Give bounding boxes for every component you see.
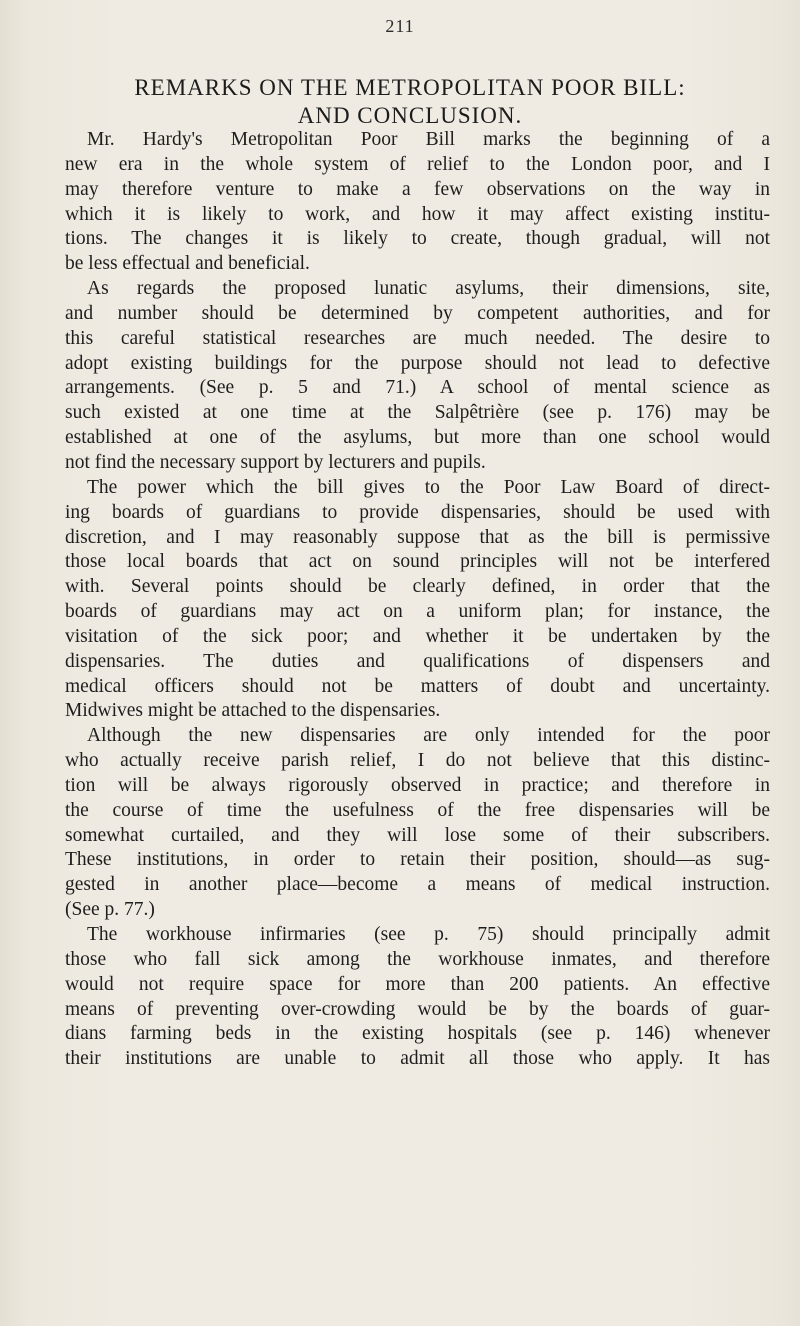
text-line: arrangements. (See p. 5 and 71.) A school of mental science as [65, 377, 770, 399]
text-line: Although the new dispensaries are only intended for the poor [87, 725, 770, 747]
text-line: which it is likely to work, and how it may affect existing institu- [65, 203, 770, 225]
text-line: boards of guardians may act on a uniform plan; for instance, the [65, 601, 770, 623]
text-line: Midwives might be attached to the dispensaries. [65, 700, 441, 722]
text-line: discretion, and I may reasonably suppose that as the bill is permissive [65, 526, 770, 548]
text-line: the course of time the usefulness of the free dispensaries will be [65, 799, 770, 821]
text-line: established at one of the asylums, but more than one school would [65, 427, 770, 449]
text-line: ing boards of guardians to provide dispensaries, should be used with [65, 501, 770, 523]
text-line: adopt existing buildings for the purpose should not lead to defective [65, 352, 770, 374]
text-line: this careful statistical researches are much needed. The desire to [65, 327, 770, 349]
text-line: those who fall sick among the workhouse inmates, and therefore [65, 948, 770, 970]
text-line: means of preventing over-crowding would be by the boards of guar- [65, 998, 770, 1020]
text-line: Mr. Hardy's Metropolitan Poor Bill marks the beginning of a [87, 129, 770, 150]
text-line: These institutions, in order to retain their position, should—as sug- [65, 849, 770, 871]
text-line: somewhat curtailed, and they will lose some of their subscribers. [65, 824, 770, 846]
text-line: their institutions are unable to admit all those who apply. It has [65, 1048, 770, 1070]
chapter-heading [60, 74, 760, 130]
text-line: As regards the proposed lunatic asylums, their dimensions, site, [87, 278, 770, 300]
text-line: with. Several points should be clearly defined, in order that the [65, 576, 770, 598]
text-line: medical officers should not be matters of doubt and uncertainty. [65, 675, 770, 697]
text-line: who actually receive parish relief, I do not believe that this distinc- [65, 750, 770, 772]
text-line: would not require space for more than 200 patients. An effective [65, 973, 770, 995]
chapter-heading-line-1: REMARKS ON THE METROPOLITAN POOR BILL: [134, 75, 686, 100]
text-line: be less effectual and beneficial. [65, 253, 310, 275]
text-line: those local boards that act on sound principles will not be interfered [65, 551, 770, 573]
text-line: The workhouse infirmaries (see p. 75) should principally admit [87, 924, 770, 945]
page-number: 211 [385, 16, 415, 36]
body-text [65, 128, 770, 1072]
text-line: (See p. 77.) [65, 899, 155, 921]
text-line: such existed at one time at the Salpêtrière (see p. 176) may be [65, 402, 770, 424]
text-line: may therefore venture to make a few observations on the way in [65, 178, 770, 200]
text-line: gested in another place—become a means of medical instruction. [65, 874, 770, 896]
text-line: visitation of the sick poor; and whether it be undertaken by the [65, 625, 770, 647]
text-line: dispensaries. The duties and qualifications of dispensers and [65, 650, 770, 672]
text-line: dians farming beds in the existing hospitals (see p. 146) whenever [65, 1023, 770, 1045]
text-line: tions. The changes it is likely to create, though gradual, will not [65, 228, 770, 250]
text-line: The power which the bill gives to the Poor Law Board of direct- [87, 476, 770, 498]
text-line: and number should be determined by competent authorities, and for [65, 302, 770, 324]
text-line: tion will be always rigorously observed in practice; and therefore in [65, 774, 770, 796]
text-line: not find the necessary support by lecturers and pupils. [65, 451, 486, 473]
chapter-heading-line-2: AND CONCLUSION. [297, 103, 523, 128]
text-line: new era in the whole system of relief to the London poor, and I [65, 153, 770, 175]
